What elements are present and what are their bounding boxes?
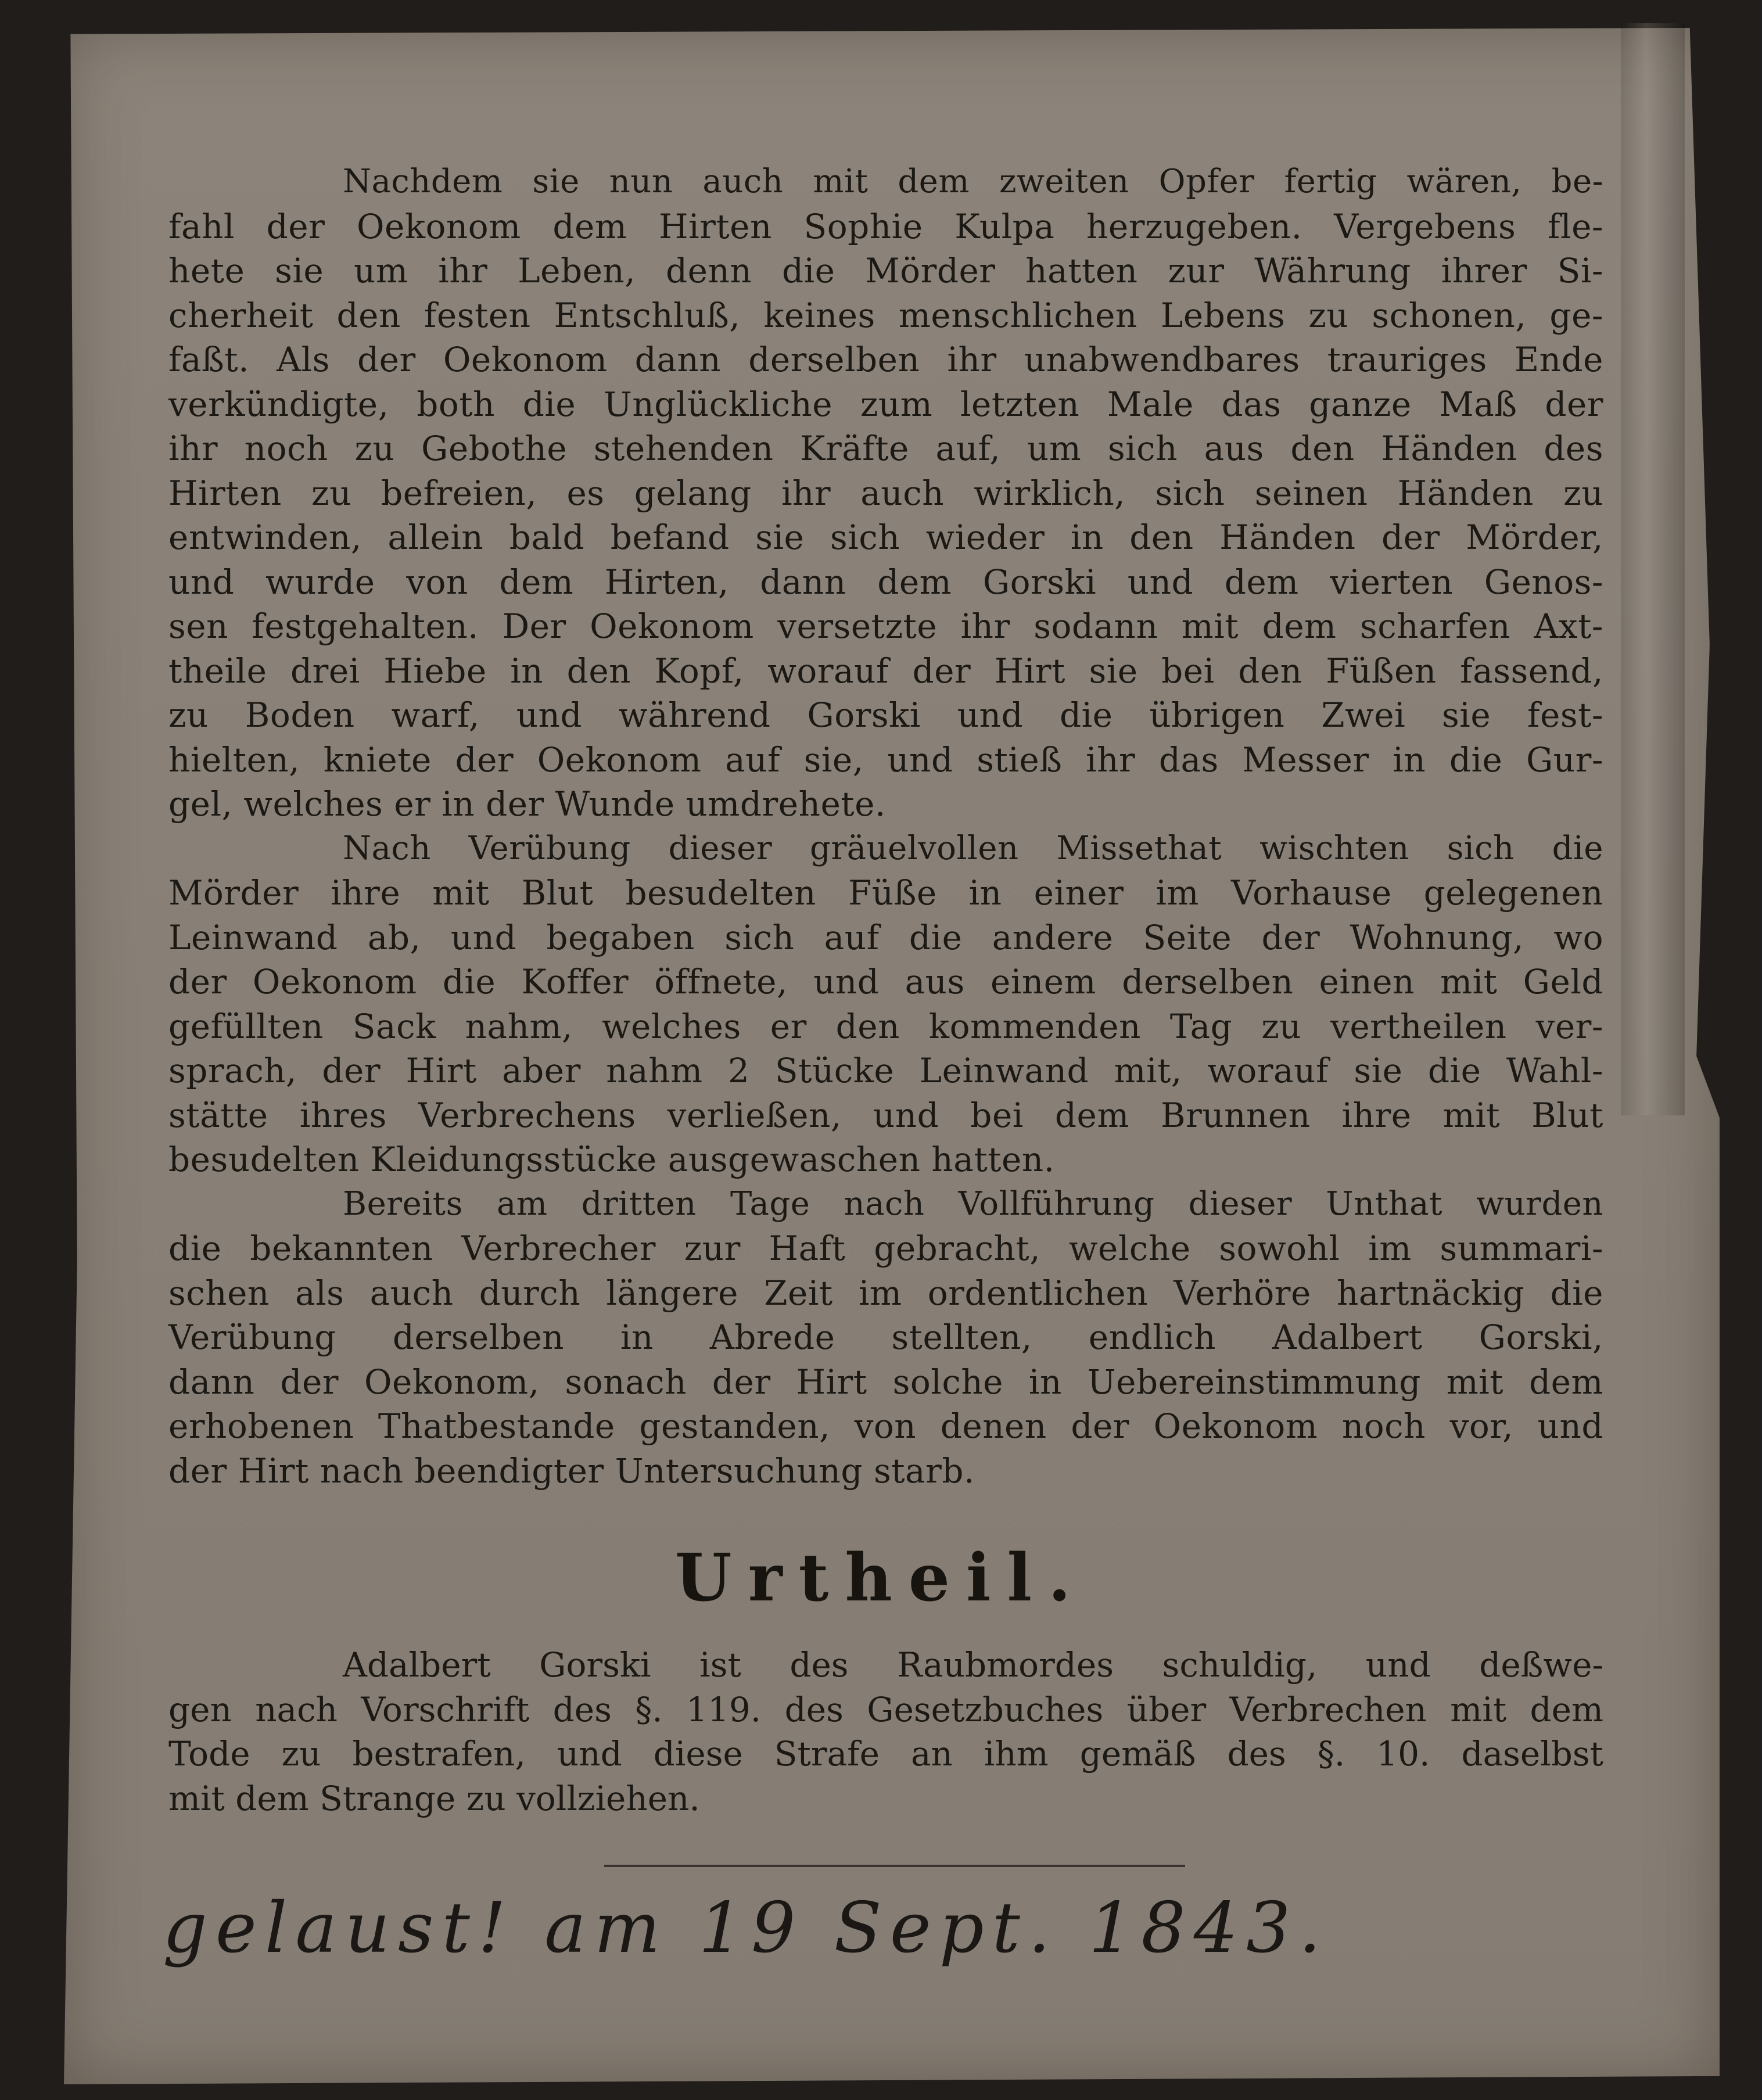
text-line: cherheit den festen Entschluß, keines menschlichen Lebens zu schonen, ge- [168, 295, 1603, 335]
text-line: der Hirt nach beendigter Untersuchung starb. [168, 1451, 975, 1491]
text-line: Adalbert Gorski ist des Raubmordes schuldig, und deßwe- [343, 1645, 1603, 1685]
text-line: hete sie um ihr Leben, denn die Mörder hatten zur Währung ihrer Si- [168, 251, 1603, 290]
text-line: theile drei Hiebe in den Kopf, worauf der Hirt sie bei den Füßen fassend, [168, 651, 1603, 691]
verdict-heading: Urtheil. [674, 1540, 1088, 1616]
text-line: Hirten zu befreien, es gelang ihr auch wirklich, sich seinen Händen zu [168, 473, 1603, 513]
text-line: zu Boden warf, und während Gorski und die übrigen Zwei sie fest- [168, 695, 1603, 735]
text-line: faßt. Als der Oekonom dann derselben ihr unabwendbares trauriges Ende [168, 340, 1603, 379]
text-line: gefüllten Sack nahm, welches er den kommenden Tag zu vertheilen ver- [168, 1006, 1603, 1046]
text-line: besudelten Kleidungsstücke ausgewaschen hatten. [168, 1140, 1055, 1179]
text-line: gen nach Vorschrift des §. 119. des Gesetzbuches über Verbrechen mit dem [168, 1689, 1603, 1729]
text-line: Verübung derselben in Abrede stellten, endlich Adalbert Gorski, [168, 1318, 1603, 1357]
divider-rule [604, 1865, 1185, 1867]
text-line: mit dem Strange zu vollziehen. [168, 1778, 700, 1818]
text-line: erhobenen Thatbestande gestanden, von denen der Oekonom noch vor, und [168, 1406, 1603, 1446]
text-line: Tode zu bestrafen, und diese Strafe an ihm gemäß des §. 10. daselbst [168, 1734, 1603, 1774]
text-line: Mörder ihre mit Blut besudelten Füße in einer im Vorhause gelegenen [168, 873, 1603, 913]
text-line: ihr noch zu Gebothe stehenden Kräfte auf, um sich aus den Händen des [168, 429, 1603, 468]
text-line: dann der Oekonom, sonach der Hirt solche in Uebereinstimmung mit dem [168, 1362, 1603, 1402]
body-text [168, 160, 1603, 1493]
text-line: hielten, kniete der Oekonom auf sie, und stieß ihr das Messer in die Gur- [168, 740, 1603, 780]
text-line: verkündigte, both die Unglückliche zum letzten Male das ganze Maß der [168, 384, 1603, 424]
text-line: fahl der Oekonom dem Hirten Sophie Kulpa herzugeben. Vergebens fle- [168, 206, 1603, 246]
text-line: stätte ihres Verbrechens verließen, und bei dem Brunnen ihre mit Blut [168, 1095, 1603, 1135]
paragraph-1 [168, 160, 1603, 827]
text-line: sen festgehalten. Der Oekonom versetzte ihr sodann mit dem scharfen Axt- [168, 606, 1603, 646]
text-line: Nach Verübung dieser gräuelvollen Missethat wischten sich die [343, 829, 1603, 867]
paragraph-2 [168, 827, 1603, 1182]
text-line: und wurde von dem Hirten, dann dem Gorski und dem vierten Genos- [168, 562, 1603, 602]
text-line: der Oekonom die Koffer öffnete, und aus einem derselben einen mit Geld [168, 962, 1603, 1001]
handwritten-date-note: gelaust! am 19 Sept. 1843. [163, 1888, 1329, 1969]
text-line: schen als auch durch längere Zeit im ordentlichen Verhöre hartnäckig die [168, 1273, 1603, 1313]
text-line: Leinwand ab, und begaben sich auf die andere Seite der Wohnung, wo [168, 917, 1603, 957]
text-line: Bereits am dritten Tage nach Vollführung dieser Unthat wurden [343, 1184, 1603, 1223]
paragraph-3 [168, 1182, 1603, 1494]
text-line: gel, welches er in der Wunde umdrehete. [168, 784, 886, 824]
text-line: Nachdem sie nun auch mit dem zweiten Opfer fertig wären, be- [343, 163, 1603, 200]
paper-fold [1621, 23, 1685, 1115]
text-line: die bekannten Verbrecher zur Haft gebracht, welche sowohl im summari- [168, 1229, 1603, 1268]
text-line: sprach, der Hirt aber nahm 2 Stücke Leinwand mit, worauf sie die Wahl- [168, 1051, 1603, 1090]
text-line: entwinden, allein bald befand sie sich wieder in den Händen der Mörder, [168, 518, 1603, 557]
verdict-paragraph [168, 1643, 1603, 1821]
